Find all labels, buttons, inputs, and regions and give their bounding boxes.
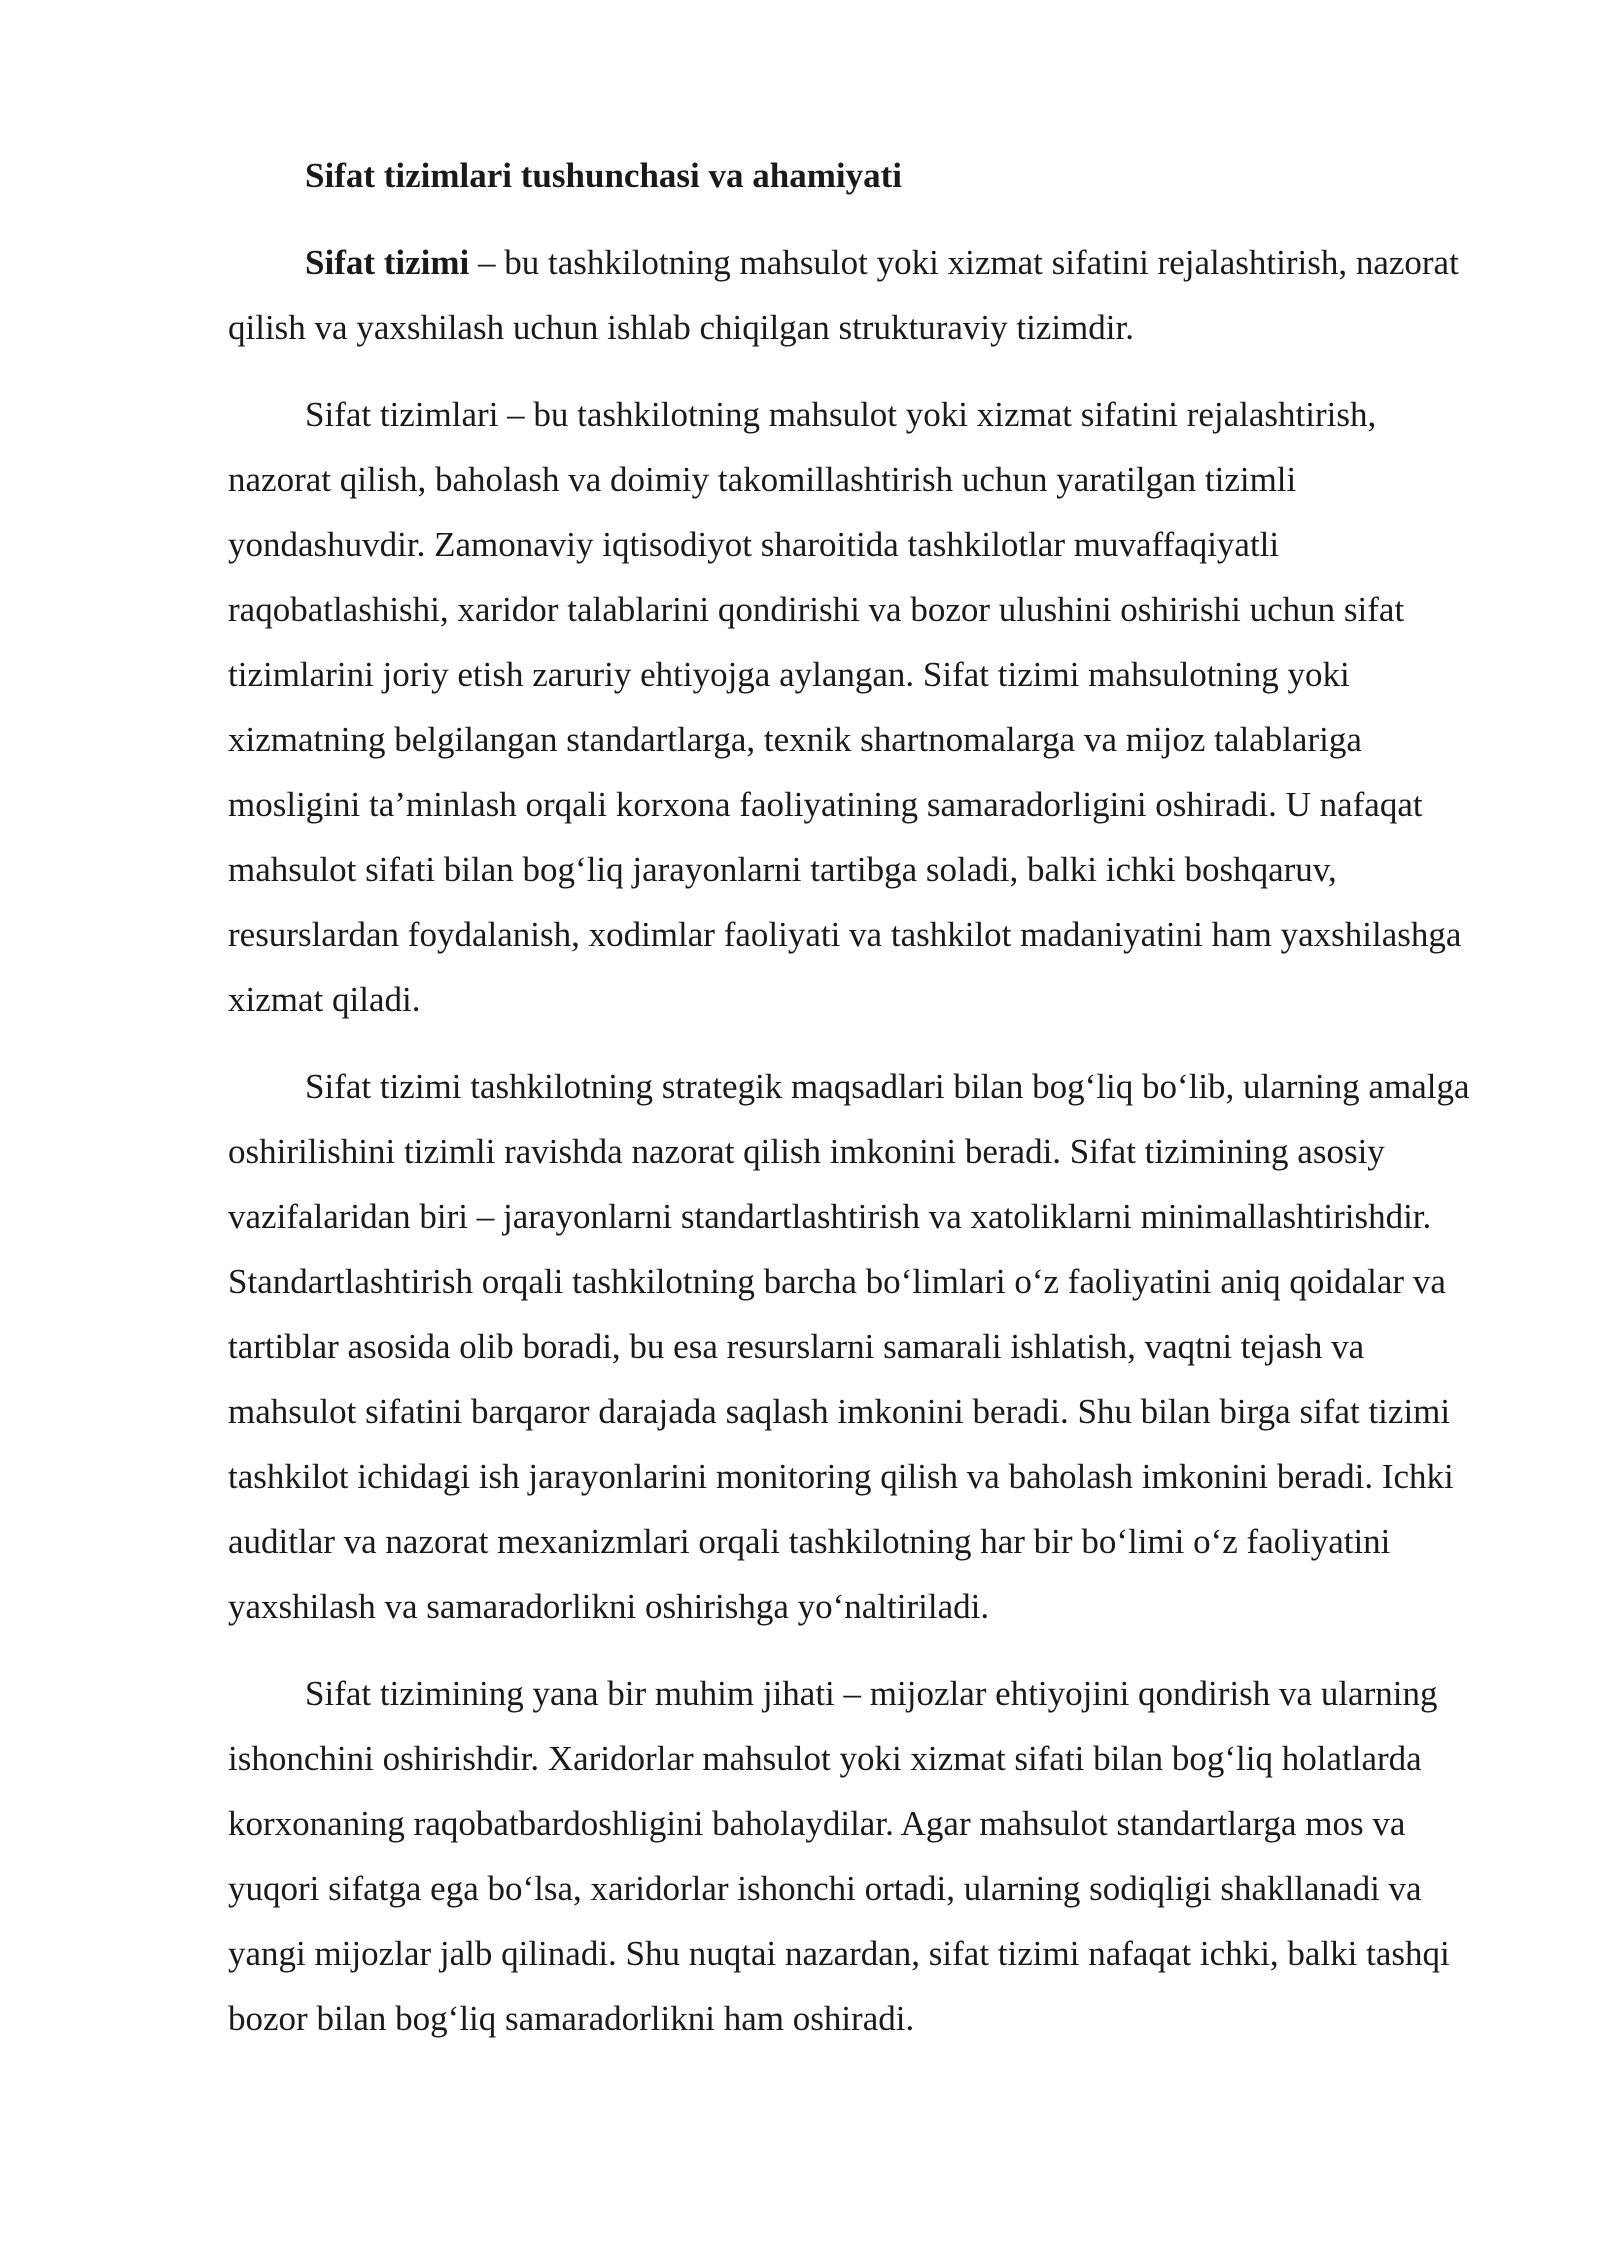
document-body xyxy=(228,150,1484,2073)
definition-paragraph xyxy=(228,230,1484,360)
page-title: Sifat tizimlari tushunchasi va ahamiyati xyxy=(305,156,902,195)
body-paragraph: Sifat tizimining yana bir muhim jihati – mijozlar ehtiyojini qondirish va ularning ishonchini oshirishdir. Xaridorlar mahsulot yoki xizmat sifati bilan bog‘liq holatlarda korxonaning raqobatbardoshligini baholaydilar. Agar mahsulot standartlarga mos va yuqori sifatga ega bo‘lsa, xaridorlar ishonchi ortadi, ularning sodiqligi shakllanadi va yangi mijozlar jalb qilinadi. Shu nuqtai nazardan, sifat tizimi nafaqat ichki, balki tashqi bozor bilan bog‘liq samaradorlikni ham oshiradi. xyxy=(228,1674,1450,2038)
definition-text: – bu tashkilotning mahsulot yoki xizmat sifatini rejalashtirish, nazorat qilish va yaxshilash uchun ishlab chiqilgan strukturaviy tizimdir. xyxy=(228,243,1459,347)
definition-term: Sifat tizimi xyxy=(305,243,470,282)
body-paragraph: Sifat tizimi tashkilotning strategik maqsadlari bilan bog‘liq bo‘lib, ularning amalga oshirilishini tizimli ravishda nazorat qilish imkonini beradi. Sifat tizimining asosiy vazifalaridan biri – jarayonlarni standartlashtirish va xatoliklarni minimallashtirishdir. Standartlashtirish orqali tashkilotning barcha bo‘limlari o‘z faoliyatini aniq qoidalar va tartiblar asosida olib boradi, bu esa resurslarni samarali ishlatish, vaqtni tejash va mahsulot sifatini barqaror darajada saqlash imkonini beradi. Shu bilan birga sifat tizimi tashkilot ichidagi ish jarayonlarini monitoring qilish va baholash imkonini beradi. Ichki auditlar va nazorat mexanizmlari orqali tashkilotning har bir bo‘limi o‘z faoliyatini yaxshilash va samaradorlikni oshirishga yo‘naltiriladi. xyxy=(228,1067,1470,1626)
body-paragraph: Sifat tizimlari – bu tashkilotning mahsulot yoki xizmat sifatini rejalashtirish, nazorat qilish, baholash va doimiy takomillashtirish uchun yaratilgan tizimli yondashuvdir. Zamonaviy iqtisodiyot sharoitida tashkilotlar muvaffaqiyatli raqobatlashishi, xaridor talablarini qondirishi va bozor ulushini oshirishi uchun sifat tizimlarini joriy etish zaruriy ehtiyojga aylangan. Sifat tizimi mahsulotning yoki xizmatning belgilangan standartlarga, texnik shartnomalarga va mijoz talablariga mosligini ta’minlash orqali korxona faoliyatining samaradorligini oshiradi. U nafaqat mahsulot sifati bilan bog‘liq jarayonlarni tartibga soladi, balki ichki boshqaruv, resurslardan foydalanish, xodimlar faoliyati va tashkilot madaniyatini ham yaxshilashga xizmat qiladi. xyxy=(228,395,1462,1019)
